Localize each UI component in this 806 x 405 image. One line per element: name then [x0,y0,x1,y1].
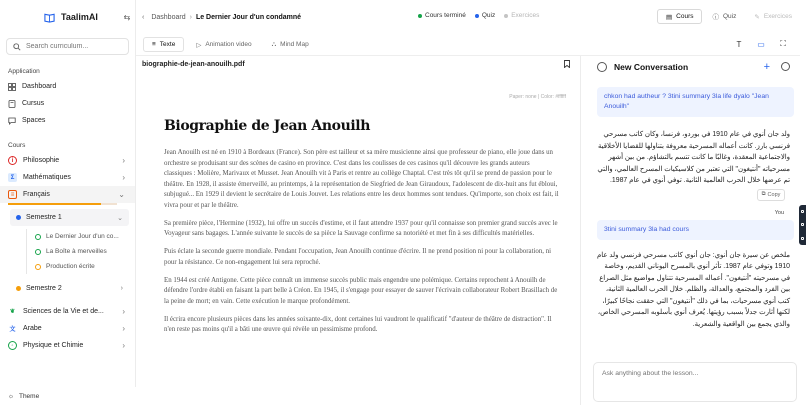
sidebar [0,0,136,405]
course-physique[interactable] [0,337,135,354]
copy-icon: ⧉ [761,191,766,197]
assistant-message: ولد جان أنوي في عام 1910 في بوردو، فرنسا، وكان كاتب مسرحي فرنسي بارز. كانت أعماله المسرحية معروفة بتناولها للقضايا الأخلاقية والاجتماعية المعقدة، وغالبًا ما كانت تتسم بالتشاؤم. من بين أشهر مسرحياته "أنتيغون" التي تعتبر من كلاسيكيات المسرح العالمي، والتي تم عرضها خلال الحرب العالمية الثانية. توفي أنوي في عام 1987. [597,131,790,184]
chat-panel [587,56,800,405]
chevron-right-icon: › [122,173,125,182]
chat-input-box[interactable] [593,362,797,402]
brand [0,0,135,34]
content-toolbar [136,34,800,56]
breadcrumb-current: Le Dernier Jour d'un condamné [195,13,302,21]
mode-quiz-button[interactable]: ⓘ Quiz [712,13,737,21]
tab-animation-video[interactable]: ▷ Animation video [196,41,252,49]
search-box[interactable] [6,38,129,55]
mindmap-icon: ⛬ [271,40,277,48]
theme-label: Theme [18,392,40,400]
user-message: 3tini summary 3la had cours [597,220,794,240]
semester-label: Semestre 2 [26,285,62,292]
course-svt[interactable] [0,303,135,320]
sidebar-item-label: Cursus [22,100,45,107]
chevron-right-icon: › [122,324,125,333]
info-circle-icon: i [8,156,17,165]
translate-icon: 文 [9,327,16,333]
document-icon: ≡ [8,190,17,199]
search-icon [13,43,21,51]
chat-bubble-icon [8,117,16,125]
lesson-item[interactable] [26,259,126,274]
breadcrumb-parent[interactable]: Dashboard [151,13,186,21]
font-size-icon[interactable]: T [736,39,742,49]
document-meta: Paper: none | Color: #ffffff [509,94,566,100]
sidebar-item-label: Dashboard [22,83,57,90]
course-label: Philosophie [23,157,60,164]
lesson-item[interactable] [26,229,126,244]
play-icon: ▷ [196,41,202,49]
new-chat-plus-icon[interactable]: + [763,61,770,73]
section-cours: Cours [8,142,26,149]
book-open-icon [44,12,55,23]
course-francais[interactable] [0,186,135,203]
sidebar-item-label: Spaces [22,117,46,124]
semester-2[interactable] [10,280,129,297]
course-philosophie[interactable] [0,152,135,169]
tab-texte[interactable]: ≡ Texte [143,37,184,52]
bookmark-icon[interactable] [564,60,570,68]
paragraph: Il écrira encore plusieurs pièces dans les années soixante-dix, dont certaines lui vaudront le qualificatif "d'auteur de théâtre de distraction". Il n'en reste pas moins qu'il a bâti une œuvre qui révèle un pessimisme profond. [164,315,552,333]
status-exercises: Exercices [504,12,539,19]
text-lines-icon: ≡ [152,41,156,48]
sun-icon: ☼ [8,392,14,400]
search-input[interactable] [26,43,126,50]
view-tools [734,39,788,49]
document-viewer [136,56,581,405]
status-quiz: Quiz [475,12,495,19]
sidebar-item-spaces[interactable] [0,112,135,129]
paragraph: Puis éclate la seconde guerre mondiale. Pendant l'occupation, Jean Anouilh continue d'écrire. Il ne prend position ni pour la collaboration, ni pour la résistance. Ce non-engagement lui sera reproché. [164,248,552,266]
history-icon[interactable] [781,62,790,71]
sidebar-item-dashboard[interactable] [0,78,135,95]
document-body [164,148,559,343]
semester-dot [16,286,21,291]
sidebar-item-cursus[interactable] [0,95,135,112]
course-label: Sciences de la Vie et de... [23,308,104,315]
lesson-label: Le Dernier Jour d'un co... [46,233,119,240]
lesson-label: Production écrite [46,263,95,270]
course-label: Physique et Chimie [23,342,84,349]
course-label: Mathématiques [23,174,71,181]
lesson-status [418,12,539,19]
chevron-right-icon: › [122,307,125,316]
mode-switch [657,9,800,24]
chat-icon[interactable]: ▭ [757,39,765,49]
tab-mind-map[interactable]: ⛬ Mind Map [271,40,309,48]
mode-exercices-button[interactable]: ✎ Exercices [754,13,792,21]
course-label: Arabe [23,325,42,332]
course-progress-fill [8,203,101,205]
conversation-icon [597,62,607,72]
chat-header [587,56,800,78]
semester-label: Semestre 1 [26,214,62,221]
course-label: Français [23,191,50,198]
user-message: chkon had autheur ? 3tini summary 3la life dyalo "Jean Anouilh" [597,87,794,117]
document-filename: biographie-de-jean-anouilh.pdf [136,56,580,73]
question-circle-icon: ⓘ [712,14,719,21]
check-circle-icon [35,234,41,240]
course-arabe[interactable] [0,320,135,337]
lesson-item[interactable] [26,244,126,259]
document-title: Biographie de Jean Anouilh [164,118,370,134]
assistant-message: ملخص عن سيرة جان أنوي: جان أنوي كاتب مسرحي فرنسي ولد عام 1910 وتوفي عام 1987. تأثر أنوي بالمسرح اليوناني القديم، وخاصة في مسرحيته "أنتيغون". أعماله المسرحية تتناول مواضيع مثل الصراع بين الفرد والمجتمع، والعدالة، والظلم. خلال الحرب العالمية الثانية، كتب أنوي مسرحيات، بما في ذلك "أنتيغون" التي حققت نجاحًا كبيرًا، لكنها أثارت جدلاً بسبب رؤيتها. يُعرف أنوي بأسلوبه المسرحي الخاص، والذي يجمع بين الواقعية والشعرية. [597,251,790,328]
mode-cours-button[interactable]: ▤ Cours [657,9,703,24]
brand-name: TaalimAI [61,12,98,22]
grid-icon [8,83,16,91]
course-mathematiques[interactable] [0,169,135,186]
copy-button[interactable]: ⧉ Copy [757,189,785,201]
semester-1[interactable] [10,209,129,226]
book-icon: ▤ [665,13,673,21]
chat-input[interactable] [602,370,782,377]
top-bar [136,0,806,34]
sigma-icon: Σ [8,173,17,182]
status-done: Cours terminé [418,12,466,19]
globe-icon: ◦ [8,341,17,350]
semester-dot [16,215,21,220]
section-application: Application [8,68,40,75]
chevron-left-icon[interactable]: ‹ [142,13,145,21]
check-circle-icon [35,249,41,255]
chevron-right-icon: › [120,285,123,292]
chevron-down-icon: ⌄ [117,214,123,222]
paragraph: Sa première pièce, l'Hermine (1932), lui offre un succès d'estime, et il faut attendre 1937 pour qu'il connaisse son premier grand succès avec le Voyageur sans bagages. L'année suivante le succès de sa pièce la Sauvage confirme sa notoriété et met fin à ses difficultés matérielles. [164,219,558,237]
breadcrumb-separator: › [189,13,192,21]
chat-title: New Conversation [614,62,689,72]
fullscreen-icon[interactable]: ⛶ [780,39,786,48]
paragraph: Jean Anouilh est né en 1910 à Bordeaux (France). Son père est tailleur et sa mère musicienne ainsi que professeur de piano, elle joue dans un orchestre se produisant sur des scènes de casino en province. C'est dans les coulisses de ces casinos qu'il découvre les grands auteurs classiques : Molière, Marivaux et Musset. Jean Anouilh vit à Paris et rentre au collège Chaptal. C'est très tôt qu'il se prend de passion pour le théâtre. En 1928, il assiste émerveillé, au printemps, à la représentation de Siegfried de Jean Giraudoux, l'adolescent de dix-huit ans fut ébloui, subjugué... En 1929 il devient le secrétaire de Louis Jouvet. Les relations entre les deux hommes sont tendues. Qu'importe, son choix est fait, il vivra pour et par le théâtre. [164,149,559,209]
you-label: You [774,209,784,216]
chevron-right-icon: › [122,156,125,165]
paragraph: En 1944 est créé Antigone. Cette pièce connaît un immense succès public mais engendre une polémique. Certains reprochent à Anouilh de défendre l'ordre établi en faisant la part belle à Créon. En 1945, il s'engage pour essayer de sauver l'écrivain collaborateur Robert Brasillach de la peine de mort; en vain. Cette exécution le marque profondément. [164,276,558,305]
chevron-right-icon: › [122,341,125,350]
sidebar-collapse-icon[interactable]: ⇆ [123,12,131,22]
course-progress-bar [8,203,117,205]
leaf-icon: ❦ [9,309,16,315]
theme-toggle[interactable] [0,387,136,405]
breadcrumb [136,14,301,21]
chevron-down-icon: ⌄ [118,190,125,199]
lesson-label: La Boîte à merveilles [46,248,107,255]
check-circle-icon [35,264,41,270]
pencil-icon: ✎ [754,13,760,21]
side-panel-handle[interactable] [799,205,806,245]
book-icon [8,100,16,108]
